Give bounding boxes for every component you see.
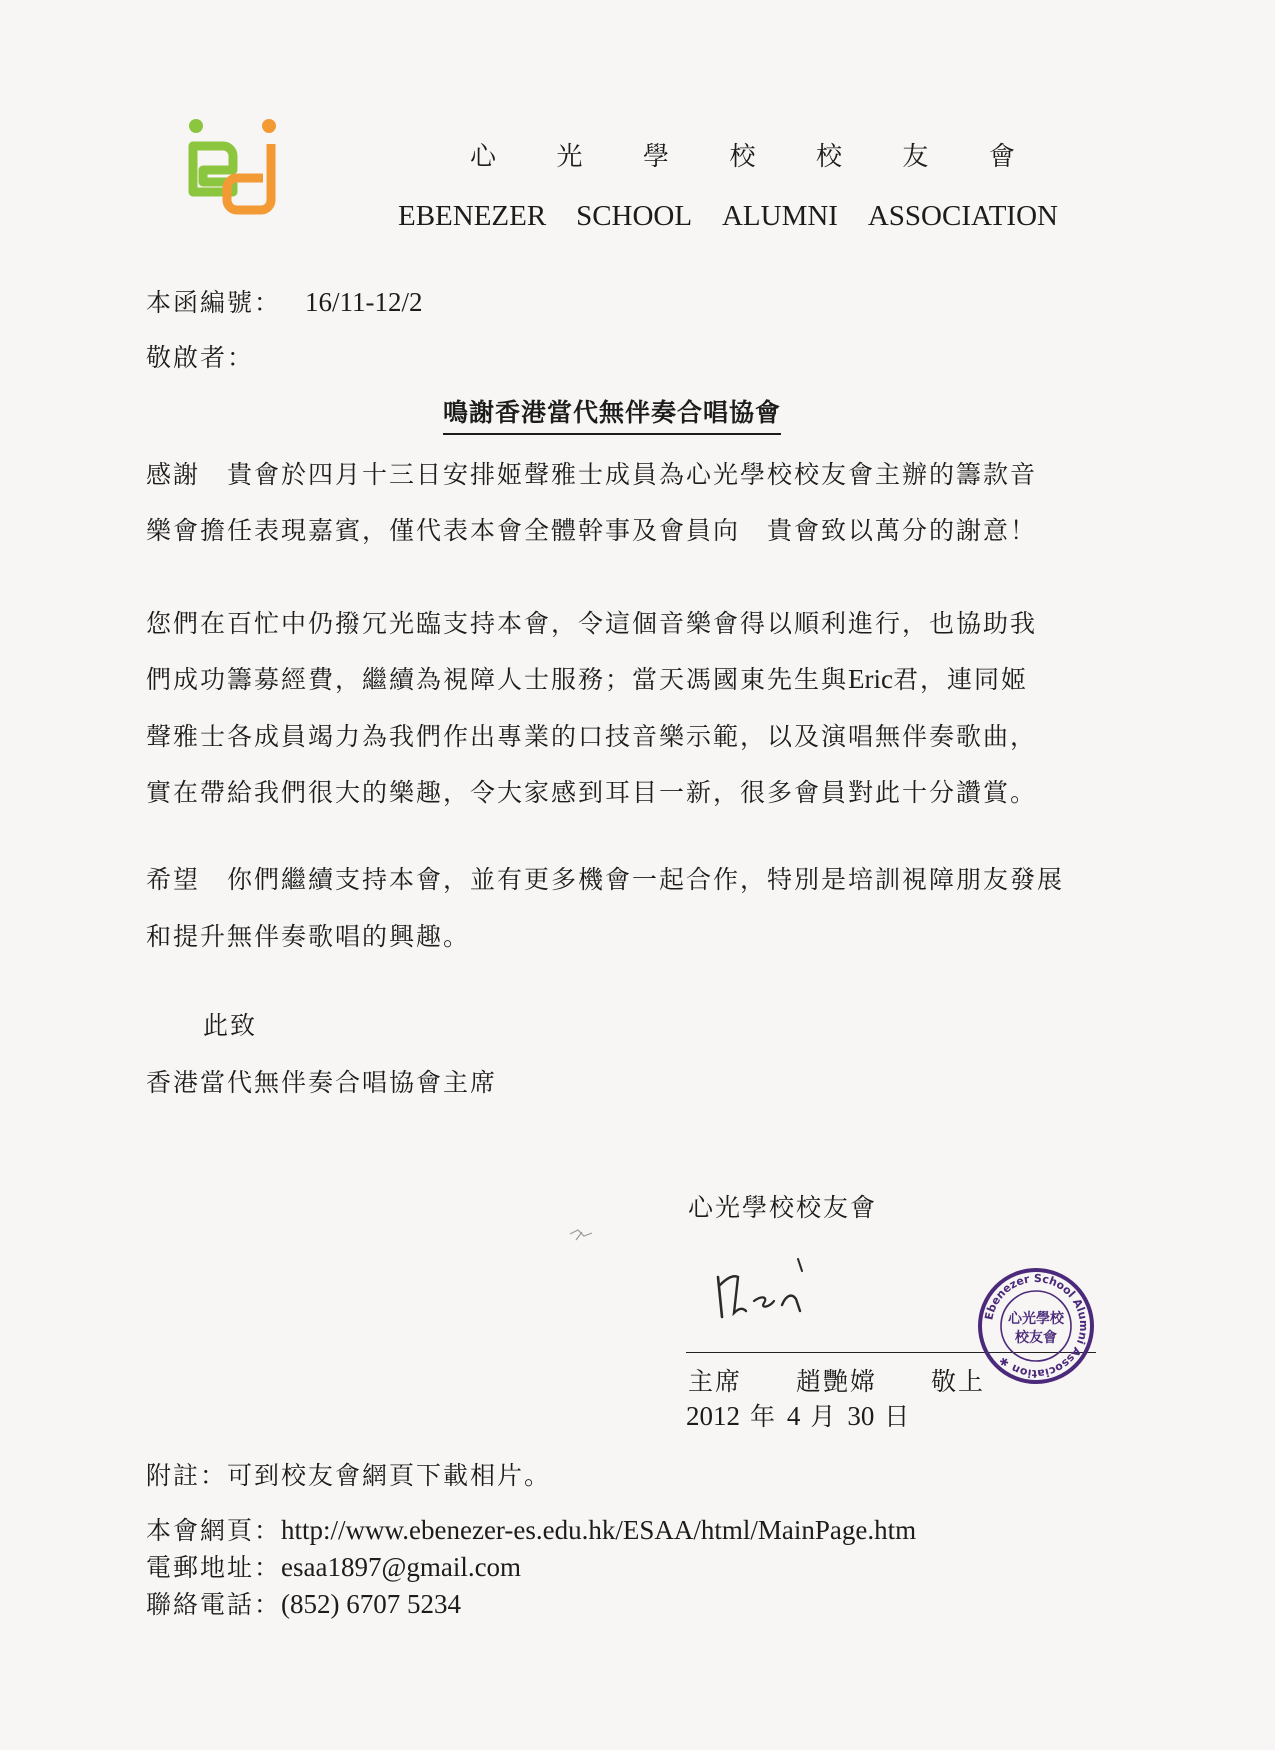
letter-title: 鳴謝香港當代無伴奏合唱協會 bbox=[443, 393, 781, 435]
letter-date bbox=[686, 1397, 911, 1433]
signer-line: 主席 趙艷嫦 敬上 bbox=[688, 1367, 986, 1396]
paragraph-2-line-2-b: 君，連同姬 bbox=[893, 665, 1029, 694]
email-link[interactable]: esaa1897@gmail.com bbox=[281, 1552, 522, 1582]
paragraph-1-line-2: 樂會擔任表現嘉賓，僅代表本會全體幹事及會員向 貴會致以萬分的謝意！ bbox=[146, 516, 1038, 545]
header-word: ASSOCIATION bbox=[867, 200, 1058, 232]
date-year: 2012 bbox=[686, 1401, 740, 1431]
phone-number: (852) 6707 5234 bbox=[281, 1589, 461, 1619]
svg-text:校友會: 校友會 bbox=[1015, 1330, 1057, 1346]
svg-text:Ebenezer School Alumni Associa: Ebenezer School Alumni Association ✱ bbox=[982, 1271, 1091, 1381]
date-day: 30 bbox=[847, 1401, 875, 1431]
header-char: 友 bbox=[902, 142, 929, 172]
ref-label: 本函編號： bbox=[146, 288, 282, 317]
header-char: 學 bbox=[642, 142, 669, 172]
paragraph-3-line-1: 希望 你們繼續支持本會，並有更多機會一起合作，特別是培訓視障朋友發展 bbox=[146, 865, 1065, 894]
name-eric: Eric bbox=[848, 664, 893, 694]
salutation: 敬啟者： bbox=[146, 343, 255, 372]
association-seal-icon bbox=[976, 1266, 1096, 1386]
handwritten-signature bbox=[712, 1255, 822, 1325]
email-row bbox=[146, 1548, 521, 1584]
date-year-char: 年 bbox=[749, 1402, 777, 1431]
paragraph-2-line-4: 實在帶給我們很大的樂趣，令大家感到耳目一新，很多會員對此十分讚賞。 bbox=[146, 778, 1038, 807]
paragraph-2-line-2 bbox=[146, 660, 1028, 696]
website-row bbox=[146, 1511, 916, 1547]
footer-note: 附註：可到校友會網頁下載相片。 bbox=[146, 1461, 552, 1490]
closing: 此致 bbox=[203, 1011, 258, 1040]
phone-label: 聯絡電話： bbox=[146, 1590, 282, 1619]
website-link[interactable]: http://www.ebenezer-es.edu.hk/ESAA/html/MainPage.htm bbox=[281, 1515, 917, 1545]
header-word: SCHOOL bbox=[576, 200, 693, 232]
paragraph-1-line-1: 感謝 貴會於四月十三日安排姬聲雅士成員為心光學校校友會主辦的籌款音 bbox=[146, 460, 1038, 489]
header-char: 光 bbox=[556, 142, 583, 172]
header-char: 校 bbox=[729, 142, 756, 172]
header-char: 校 bbox=[815, 142, 842, 172]
ref-number: 16/11-12/2 bbox=[304, 287, 423, 317]
phone-row bbox=[146, 1585, 461, 1621]
recipient: 香港當代無伴奏合唱協會主席 bbox=[146, 1068, 498, 1097]
date-month-char: 月 bbox=[810, 1402, 838, 1431]
paragraph-2-line-1: 您們在百忙中仍撥冗光臨支持本會，令這個音樂會得以順利進行，也協助我 bbox=[146, 609, 1038, 638]
paragraph-3-line-2: 和提升無伴奏歌唱的興趣。 bbox=[146, 922, 471, 951]
sender-org: 心光學校校友會 bbox=[688, 1193, 878, 1222]
reference-line bbox=[146, 283, 422, 319]
header-char: 會 bbox=[988, 142, 1015, 172]
email-label: 電郵地址： bbox=[146, 1553, 282, 1582]
website-label: 本會網頁： bbox=[146, 1516, 282, 1545]
header-english-name bbox=[398, 200, 1058, 233]
date-month: 4 bbox=[786, 1401, 801, 1431]
paper-speck bbox=[566, 1220, 596, 1250]
header-chinese-name bbox=[470, 136, 1015, 173]
paragraph-2-line-2-a: 們成功籌募經費，繼續為視障人士服務；當天馮國東先生與 bbox=[146, 665, 849, 694]
ea-logo-icon bbox=[183, 116, 283, 220]
paragraph-2-line-3: 聲雅士各成員竭力為我們作出專業的口技音樂示範，以及演唱無伴奏歌曲， bbox=[146, 722, 1038, 751]
svg-text:心光學校: 心光學校 bbox=[1008, 1311, 1064, 1327]
date-day-char: 日 bbox=[884, 1402, 912, 1431]
header-char: 心 bbox=[470, 142, 497, 172]
header-word: EBENEZER bbox=[398, 200, 547, 232]
header-word: ALUMNI bbox=[721, 200, 838, 232]
